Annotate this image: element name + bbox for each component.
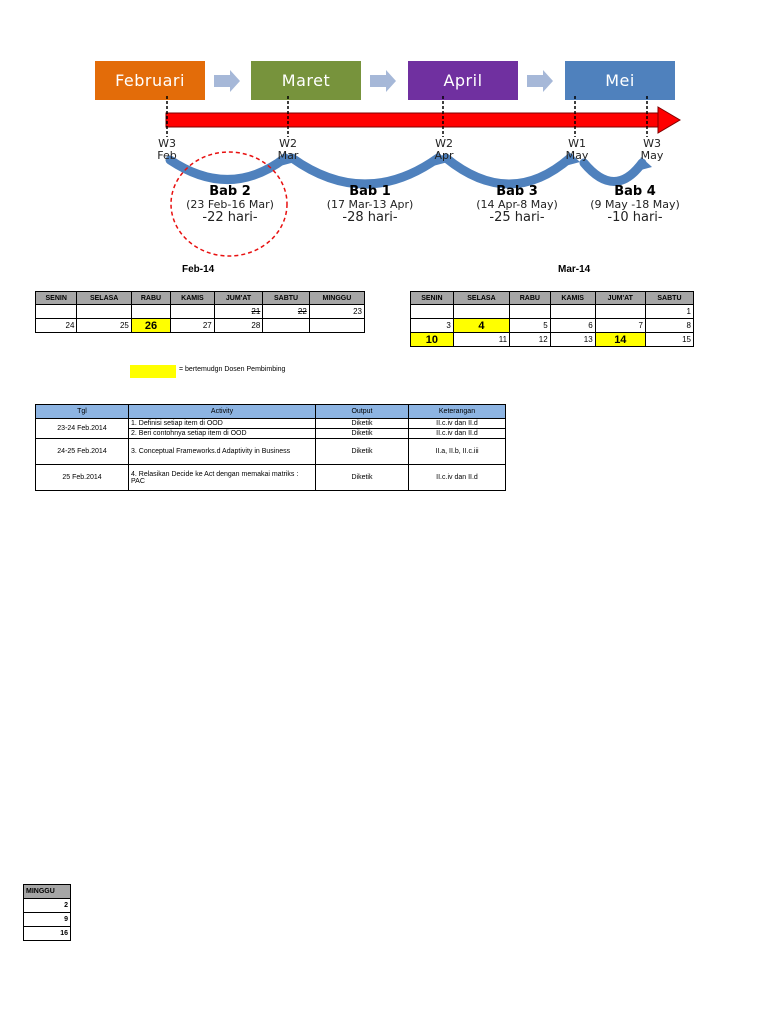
calendar-title-mar: Mar-14 [558, 264, 591, 275]
tgl-cell: 23-24 Feb.2014 [36, 419, 129, 439]
day-cell [411, 305, 454, 319]
day-cell-highlighted: 26 [131, 319, 170, 333]
day-header: JUM'AT [214, 292, 263, 305]
calendar-row [411, 319, 694, 333]
day-cell [550, 305, 595, 319]
day-cell [171, 305, 215, 319]
keterangan-cell: II.a, II.b, II.c.iii [409, 439, 506, 465]
bab-range: (9 May -18 May) [590, 198, 680, 211]
day-cell: 11 [453, 333, 509, 347]
chevron-right-icon [370, 70, 396, 92]
activity-cell: 1. Definisi setiap item di OOD [129, 419, 316, 429]
bab-title: Bab 4 [614, 184, 656, 199]
output-cell: Diketik [316, 429, 409, 439]
bab-title: Bab 1 [349, 184, 391, 199]
day-cell: 1 [645, 305, 693, 319]
day-header: SABTU [645, 292, 693, 305]
week-label: W1 May [565, 137, 589, 162]
day-cell [131, 305, 170, 319]
bab-range: (17 Mar-13 Apr) [326, 198, 414, 211]
tgl-cell: 24-25 Feb.2014 [36, 439, 129, 465]
bab-days: -25 hari- [489, 210, 545, 225]
day-cell-highlighted: 10 [411, 333, 454, 347]
day-cell [510, 305, 551, 319]
bab-range: (23 Feb-16 Mar) [186, 198, 274, 211]
table-row [36, 465, 506, 491]
bab-days: -28 hari- [342, 210, 398, 225]
table-row [24, 913, 71, 927]
day-cell [214, 305, 263, 319]
week-label: W3 Feb [157, 137, 177, 162]
day-header: SELASA [77, 292, 131, 305]
legend-text: = bertemudgn Dosen Pembimbing [179, 366, 286, 373]
day-cell [453, 305, 509, 319]
day-cell: 15 [645, 333, 693, 347]
day-header: SELASA [453, 292, 509, 305]
legend-swatch [130, 365, 176, 378]
day-cell [595, 305, 645, 319]
column-header: Keterangan [409, 405, 506, 419]
activity-cell: 4. Relasikan Decide ke Act dengan memakai matriks : PAC [129, 465, 316, 491]
day-number: 21 [251, 307, 261, 316]
day-header: KAMIS [550, 292, 595, 305]
minggu-header-row [24, 885, 71, 899]
month-label: April [443, 71, 483, 90]
curved-arrow-icon [292, 158, 438, 184]
month-label: Mei [605, 71, 635, 90]
activity-table [35, 404, 506, 491]
day-header: MINGGU [309, 292, 364, 305]
arrow-head-icon [658, 107, 680, 133]
day-cell: 3 [411, 319, 454, 333]
day-cell [36, 305, 77, 319]
output-cell: Diketik [316, 419, 409, 429]
calendar-feb [35, 291, 365, 333]
day-cell [77, 305, 131, 319]
calendar-header-row [36, 292, 365, 305]
bab-days: -22 hari- [202, 210, 258, 225]
day-cell: 8 [645, 319, 693, 333]
day-cell: 25 [77, 319, 131, 333]
keterangan-cell: II.c.iv dan II.d [409, 419, 506, 429]
day-cell [263, 319, 309, 333]
day-cell: 9 [24, 913, 71, 927]
calendar-title-feb: Feb-14 [182, 264, 215, 275]
week-label: W3 May [640, 137, 664, 162]
bab-days: -10 hari- [607, 210, 663, 225]
column-header: Tgl [36, 405, 129, 419]
table-row [24, 927, 71, 941]
tgl-cell: 25 Feb.2014 [36, 465, 129, 491]
day-number: 22 [297, 307, 307, 316]
day-cell-highlighted: 14 [595, 333, 645, 347]
day-cell: 5 [510, 319, 551, 333]
month-label: Maret [281, 71, 331, 90]
day-cell: 28 [214, 319, 263, 333]
day-cell: 23 [309, 305, 364, 319]
chevron-right-icon [527, 70, 553, 92]
table-row [36, 439, 506, 465]
month-label: Februari [115, 71, 185, 90]
column-header: Output [316, 405, 409, 419]
column-header: Activity [129, 405, 316, 419]
table-row [24, 899, 71, 913]
day-cell [309, 319, 364, 333]
timeline-bar [166, 113, 660, 127]
day-cell-highlighted: 4 [453, 319, 509, 333]
day-cell: 2 [24, 899, 71, 913]
day-header: RABU [131, 292, 170, 305]
day-header: SABTU [263, 292, 309, 305]
day-cell: 13 [550, 333, 595, 347]
table-row [36, 419, 506, 429]
week-label: W2 Mar [277, 137, 299, 162]
day-cell: 24 [36, 319, 77, 333]
activity-cell: 2. Beri contohnya setiap item di OOD [129, 429, 316, 439]
calendar-row [411, 305, 694, 319]
calendar-row [411, 333, 694, 347]
calendar-row [36, 319, 365, 333]
column-header: MINGGU [24, 885, 71, 899]
day-header: JUM'AT [595, 292, 645, 305]
minggu-table [23, 884, 71, 941]
day-header: KAMIS [171, 292, 215, 305]
calendar-mar [410, 291, 694, 347]
day-header: SENIN [411, 292, 454, 305]
week-label: W2 Apr [434, 137, 454, 162]
curved-arrow-icon [584, 163, 642, 182]
chevron-right-icon [214, 70, 240, 92]
output-cell: Diketik [316, 465, 409, 491]
bab-title: Bab 3 [496, 184, 538, 199]
day-cell [263, 305, 309, 319]
bab-title: Bab 2 [209, 184, 251, 199]
day-cell: 16 [24, 927, 71, 941]
curved-arrow-icon [446, 158, 570, 184]
day-cell: 27 [171, 319, 215, 333]
day-cell: 7 [595, 319, 645, 333]
output-cell: Diketik [316, 439, 409, 465]
bab-range: (14 Apr-8 May) [476, 198, 558, 211]
day-header: SENIN [36, 292, 77, 305]
keterangan-cell: II.c.iv dan II.d [409, 429, 506, 439]
activity-cell: 3. Conceptual Frameworks.d Adaptivity in Business [129, 439, 316, 465]
day-header: RABU [510, 292, 551, 305]
day-cell: 6 [550, 319, 595, 333]
calendar-header-row [411, 292, 694, 305]
activity-header-row [36, 405, 506, 419]
calendar-row [36, 305, 365, 319]
day-cell: 12 [510, 333, 551, 347]
keterangan-cell: II.c.iv dan II.d [409, 465, 506, 491]
